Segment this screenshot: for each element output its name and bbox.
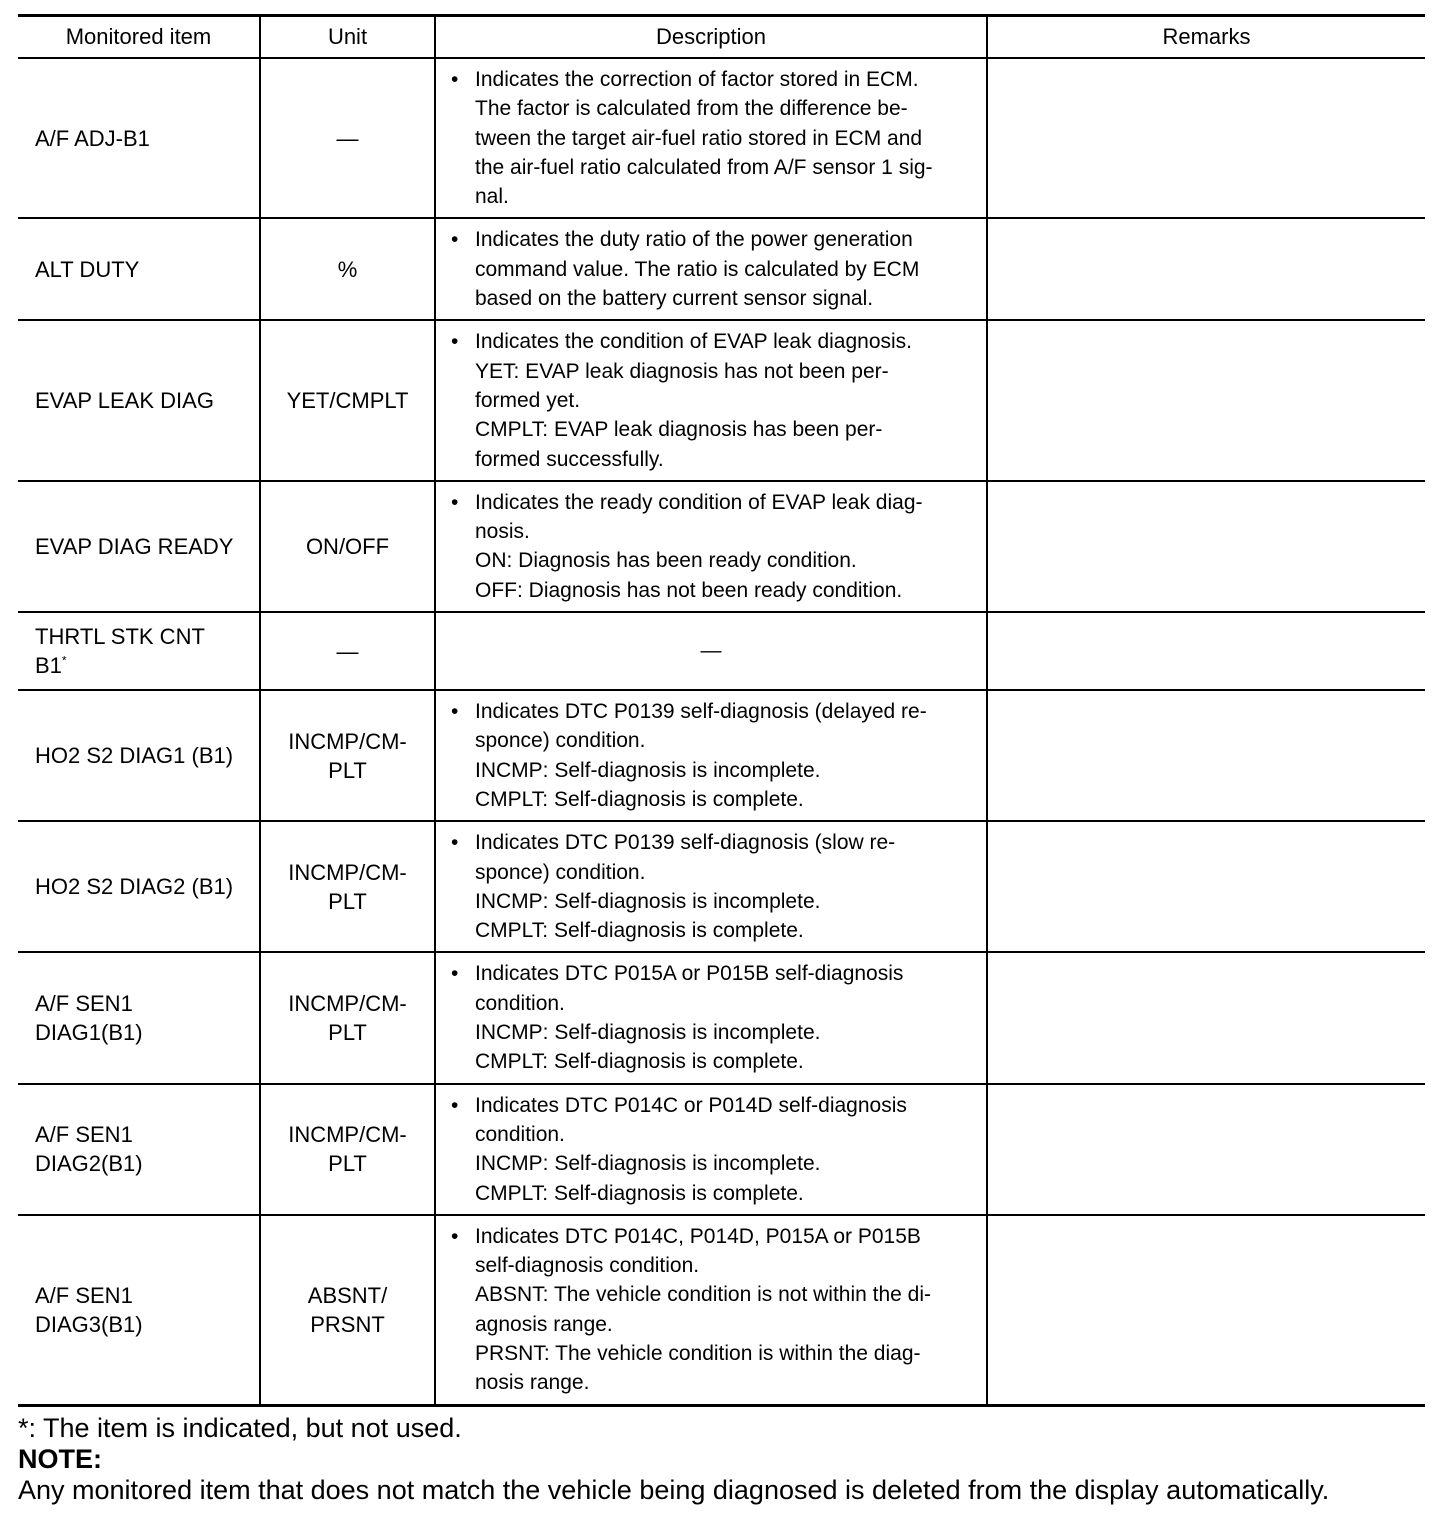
description-cell: • Indicates DTC P014C or P014D self-diagnosis condition. INCMP: Self-diagnosis is incomplete. CMPLT: Self-diagnosis is complete. [435, 1084, 987, 1215]
unit-cell: ON/OFF [260, 481, 435, 612]
table-row [18, 1215, 1425, 1405]
description-cell: — [435, 612, 987, 690]
bullet-icon: • [451, 68, 459, 91]
bullet-icon: • [451, 962, 459, 986]
remarks-cell [987, 690, 1425, 821]
remarks-cell [987, 821, 1425, 952]
remarks-cell [987, 481, 1425, 612]
header-description: Description [435, 16, 987, 59]
table-header-row [18, 16, 1425, 59]
remarks-cell [987, 320, 1425, 480]
footnote: *: The item is indicated, but not used. [18, 1412, 462, 1443]
remarks-cell [987, 1215, 1425, 1405]
unit-cell: INCMP/CM- PLT [260, 1084, 435, 1215]
table-row [18, 481, 1425, 612]
remarks-cell [987, 1084, 1425, 1215]
unit-cell: — [260, 612, 435, 690]
unit-cell: ABSNT/ PRSNT [260, 1215, 435, 1405]
monitored-item-cell: A/F SEN1 DIAG2(B1) [18, 1084, 260, 1215]
table-row [18, 952, 1425, 1083]
monitored-item-cell: A/F SEN1 DIAG3(B1) [18, 1215, 260, 1405]
monitored-item-cell: THRTL STK CNT B1* [18, 612, 260, 690]
unit-cell: INCMP/CM- PLT [260, 952, 435, 1083]
footnote-marker: * [61, 653, 67, 668]
table-row [18, 821, 1425, 952]
bullet-icon: • [451, 700, 459, 724]
unit-cell: YET/CMPLT [260, 320, 435, 480]
header-unit: Unit [260, 16, 435, 59]
remarks-cell [987, 612, 1425, 690]
bullet-icon: • [451, 228, 459, 252]
table-row [18, 218, 1425, 320]
description-cell: • Indicates DTC P014C, P014D, P015A or P015B self-diagnosis condition. ABSNT: The vehicle condition is not within the di- agnosis range. PRSNT: The vehicle condition is within the diag- nosis range. [435, 1215, 987, 1405]
description-cell: • Indicates the duty ratio of the power generation command value. The ratio is calculated by ECM based on the battery current sensor signal. [435, 218, 987, 320]
bullet-icon: • [451, 1093, 459, 1117]
unit-cell: — [260, 58, 435, 218]
table-row [18, 320, 1425, 480]
remarks-cell [987, 952, 1425, 1083]
note-text: Any monitored item that does not match the vehicle being diagnosed is deleted from the display automatically. [18, 1474, 1330, 1505]
remarks-cell [987, 218, 1425, 320]
unit-cell: % [260, 218, 435, 320]
description-cell: • Indicates DTC P015A or P015B self-diagnosis condition. INCMP: Self-diagnosis is incomplete. CMPLT: Self-diagnosis is complete. [435, 952, 987, 1083]
monitored-items-table [18, 14, 1425, 1407]
header-monitored-item: Monitored item [18, 16, 260, 59]
bullet-icon: • [451, 490, 459, 514]
page [18, 14, 1425, 1506]
description-cell: • Indicates the ready condition of EVAP leak diag- nosis. ON: Diagnosis has been ready condition. OFF: Diagnosis has not been ready condition. [435, 481, 987, 612]
remarks-cell [987, 58, 1425, 218]
bullet-icon: • [451, 831, 459, 855]
table-row [18, 1084, 1425, 1215]
monitored-item-cell: HO2 S2 DIAG2 (B1) [18, 821, 260, 952]
bullet-icon: • [451, 1224, 459, 1248]
description-cell: • Indicates DTC P0139 self-diagnosis (slow re- sponce) condition. INCMP: Self-diagnosis is incomplete. CMPLT: Self-diagnosis is complete. [435, 821, 987, 952]
table-row [18, 690, 1425, 821]
description-cell: • Indicates the condition of EVAP leak diagnosis. YET: EVAP leak diagnosis has not been per- formed yet. CMPLT: EVAP leak diagnosis has been per- formed successfully. [435, 320, 987, 480]
monitored-item-cell: A/F ADJ-B1 [18, 58, 260, 218]
note-label: NOTE: [18, 1443, 102, 1474]
monitored-item-cell: EVAP DIAG READY [18, 481, 260, 612]
monitored-item-cell: EVAP LEAK DIAG [18, 320, 260, 480]
monitored-item-cell: HO2 S2 DIAG1 (B1) [18, 690, 260, 821]
description-cell: • Indicates the correction of factor stored in ECM. The factor is calculated from the difference be- tween the target air-fuel ratio stored in ECM and the air-fuel ratio calculated from A/F sensor 1 sig- nal. [435, 58, 987, 218]
description-cell: • Indicates DTC P0139 self-diagnosis (delayed re- sponce) condition. INCMP: Self-diagnosis is incomplete. CMPLT: Self-diagnosis is complete. [435, 690, 987, 821]
monitored-item-cell: ALT DUTY [18, 218, 260, 320]
table-row [18, 58, 1425, 218]
unit-cell: INCMP/CM- PLT [260, 690, 435, 821]
bullet-icon: • [451, 330, 459, 354]
monitored-item-cell: A/F SEN1 DIAG1(B1) [18, 952, 260, 1083]
unit-cell: INCMP/CM- PLT [260, 821, 435, 952]
header-remarks: Remarks [987, 16, 1425, 59]
table-row [18, 612, 1425, 690]
